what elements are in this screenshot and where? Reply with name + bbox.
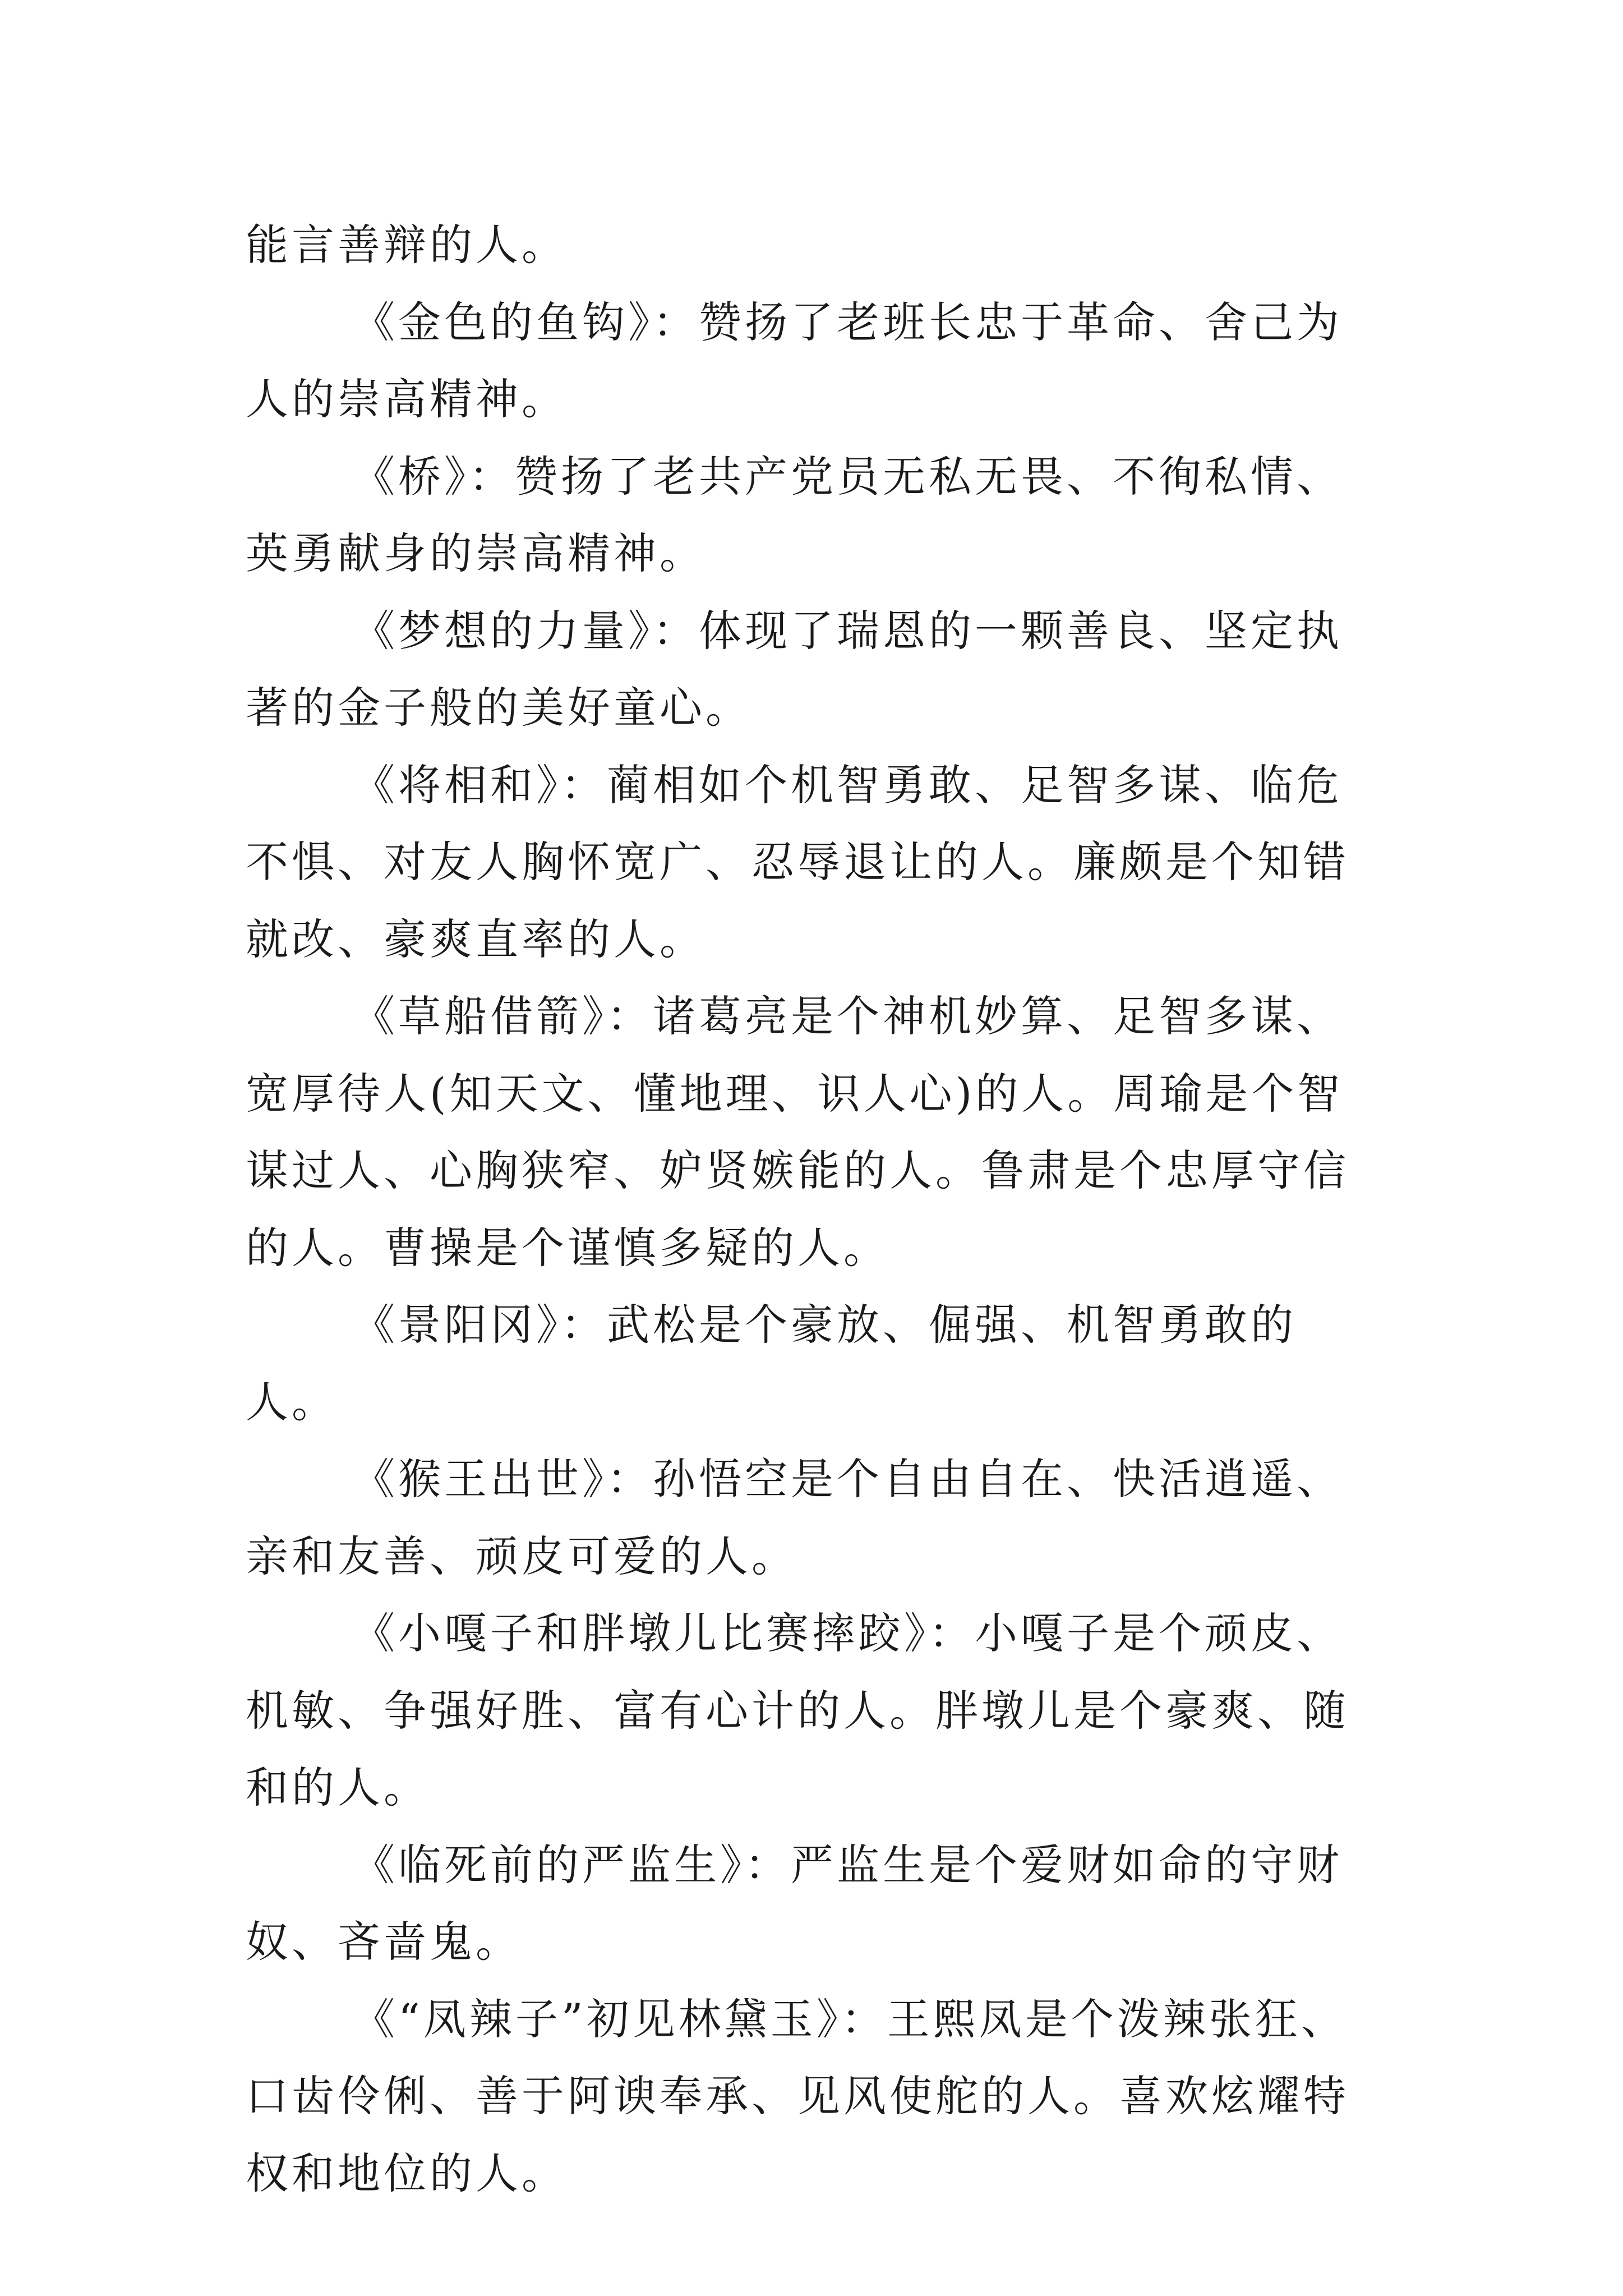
paragraph-wrestling-match: 《小嘎子和胖墩儿比赛摔跤》：小嘎子是个顽皮、机敏、争强好胜、富有心计的人。胖墩儿是个豪爽、随和的人。	[246, 1608, 1349, 1812]
paragraph-power-of-dreams: 《梦想的力量》：体现了瑞恩的一颗善良、坚定执著的金子般的美好童心。	[246, 605, 1343, 733]
paragraph-bridge: 《桥》：赞扬了老共产党员无私无畏、不徇私情、英勇献身的崇高精神。	[246, 451, 1343, 578]
paragraph-borrowing-arrows: 《草船借箭》：诸葛亮是个神机妙算、足智多谋、宽厚待人(知天文、懂地理、识人心)的人。周瑜是个智谋过人、心胸狭窄、妒贤嫉能的人。鲁肃是个忠厚守信的人。曹操是个谨慎多疑的人。	[246, 991, 1349, 1273]
paragraph-monkey-king-born: 《猴王出世》：孙悟空是个自由自在、快活逍遥、亲和友善、顽皮可爱的人。	[246, 1454, 1343, 1581]
paragraph-feng-lazi: 《“凤辣子”初见林黛玉》：王熙凤是个泼辣张狂、口齿伶俐、善于阿谀奉承、见风使舵的人。喜欢炫耀特权和地位的人。	[246, 1994, 1349, 2198]
paragraph-general-and-minister: 《将相和》：蔺相如个机智勇敢、足智多谋、临危不惧、对友人胸怀宽广、忍辱退让的人。廉颇是个知错就改、豪爽直率的人。	[246, 760, 1349, 964]
document-body	[246, 206, 1384, 2212]
paragraph-jingyang-ridge: 《景阳冈》：武松是个豪放、倔强、机智勇敢的人。	[246, 1300, 1297, 1427]
paragraph-continuation: 能言善辩的人。	[246, 220, 568, 270]
paragraph-yan-jiansheng: 《临死前的严监生》：严监生是个爱财如命的守财奴、吝啬鬼。	[246, 1839, 1343, 1967]
paragraph-golden-fishhook: 《金色的鱼钩》：赞扬了老班长忠于革命、舍己为人的崇高精神。	[246, 297, 1343, 424]
